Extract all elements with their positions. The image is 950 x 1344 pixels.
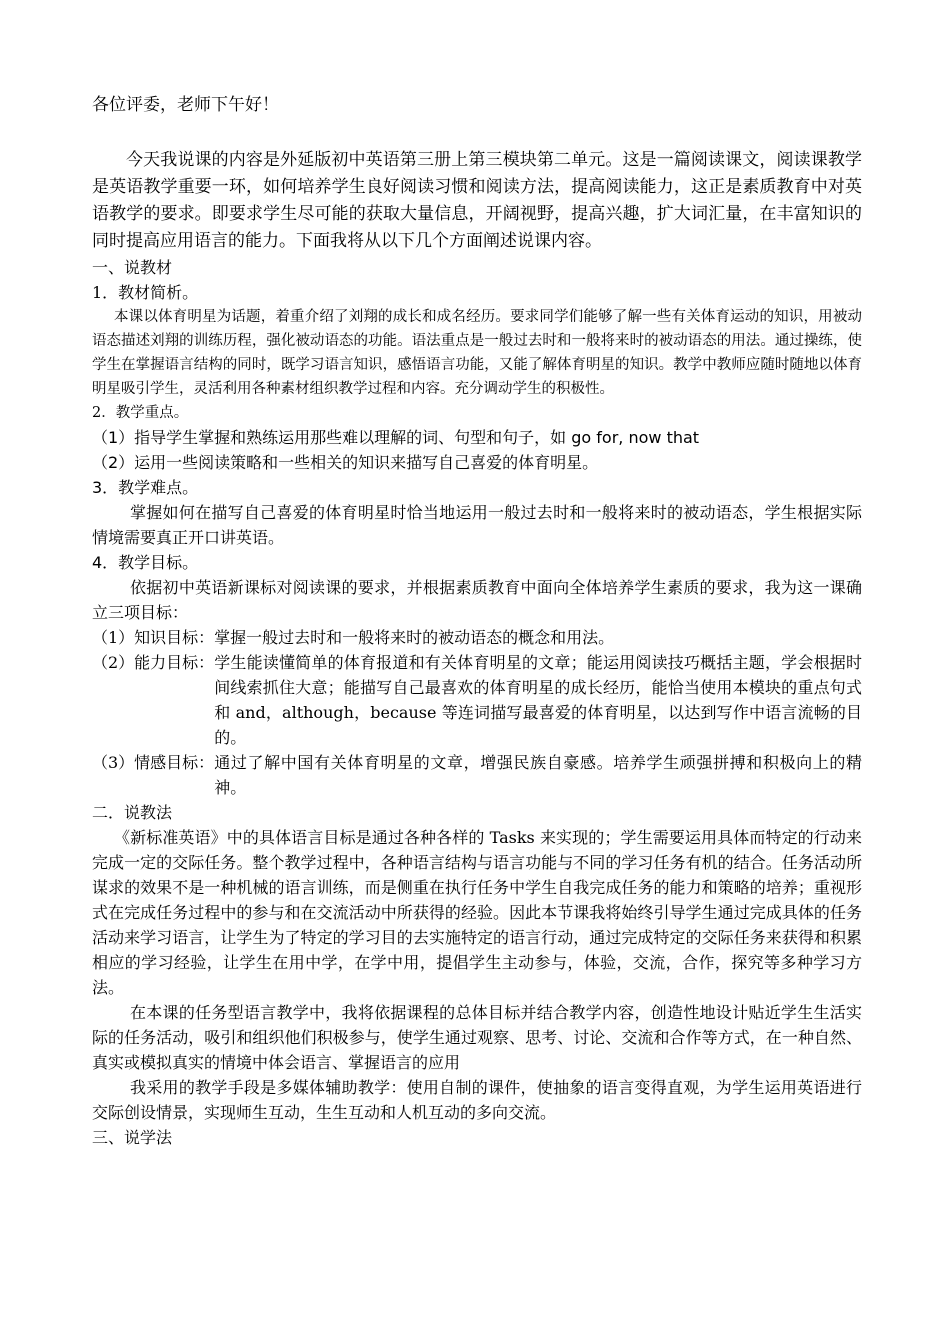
goal-emotion — [92, 750, 862, 800]
document-page — [92, 92, 862, 1150]
sub1-heading: 1．教材简析。 — [92, 283, 199, 302]
sub1-body: 本课以体育明星为话题，着重介绍了刘翔的成长和成名经历。要求同学们能够了解一些有关体育运动的知识，用被动语态描述刘翔的训练历程，强化被动语态的功能。语法重点是一般过去时和一般将来时的被动语态的用法。通过操练，使学生在掌握语言结构的同时，既学习语言知识，感悟语言功能，又能了解体育明星的知识。教学中教师应随时随地以体育明星吸引学生，灵活利用各种素材组织教学过程和内容。充分调动学生的积极性。 — [92, 309, 862, 397]
key-point-1: （1）指导学生掌握和熟练运用那些难以理解的词、句型和句子，如 go for, now that — [92, 428, 700, 447]
goal-ability-label: （2）能力目标： — [92, 653, 215, 672]
sub2-heading: 2．教学重点。 — [92, 405, 189, 421]
sub4-heading: 4．教学目标。 — [92, 553, 199, 572]
goal-emotion-text: 通过了解中国有关体育明星的文章，增强民族自豪感。培养学生顽强拼搏和积极向上的精神。 — [214, 753, 862, 797]
section2-para3: 我采用的教学手段是多媒体辅助教学：使用自制的课件，使抽象的语言变得直观，为学生运用英语进行交际创设情景，实现师生互动，生生互动和人机互动的多向交流。 — [92, 1078, 862, 1122]
goal-emotion-label: （3）情感目标： — [92, 753, 215, 772]
section2-para2: 在本课的任务型语言教学中，我将依据课程的总体目标并结合教学内容，创造性地设计贴近学生生活实际的任务活动，吸引和组织他们积极参与，使学生通过观察、思考、讨论、交流和合作等方式，在一种自然、真实或模拟真实的情境中体会语言、掌握语言的应用 — [92, 1003, 862, 1072]
goal-knowledge: （1）知识目标：掌握一般过去时和一般将来时的被动语态的概念和用法。 — [92, 628, 615, 647]
section1-heading: 一、说教材 — [92, 258, 173, 277]
goal-ability — [92, 650, 862, 750]
blank-line — [92, 119, 862, 147]
sub4-body: 依据初中英语新课标对阅读课的要求，并根据素质教育中面向全体培养学生素质的要求，我为这一课确立三项目标： — [92, 578, 862, 622]
greeting: 各位评委，老师下午好！ — [92, 95, 279, 115]
key-point-2: （2）运用一些阅读策略和一些相关的知识来描写自己喜爱的体育明星。 — [92, 453, 599, 472]
section3-heading: 三、说学法 — [92, 1128, 173, 1147]
goal-ability-text: 学生能读懂简单的体育报道和有关体育明星的文章；能运用阅读技巧概括主题，学会根据时间线索抓住大意；能描写自己最喜欢的体育明星的成长经历，能恰当使用本模块的重点句式和 and，although，because 等连词描写最喜爱的体育明星，以达到写作中语言流畅的目的。 — [214, 653, 862, 747]
sub3-heading: 3．教学难点。 — [92, 478, 199, 497]
sub3-body: 掌握如何在描写自己喜爱的体育明星时恰当地运用一般过去时和一般将来时的被动语态，学生根据实际情境需要真正开口讲英语。 — [92, 503, 862, 547]
section2-para1: 《新标准英语》中的具体语言目标是通过各种各样的 Tasks 来实现的；学生需要运用具体而特定的行动来完成一定的交际任务。整个教学过程中，各种语言结构与语言功能与不同的学习任务有机的结合。任务活动所谋求的效果不是一种机械的语言训练，而是侧重在执行任务中学生自我完成任务的能力和策略的培养；重视形式在完成任务过程中的参与和在交流活动中所获得的经验。因此本节课我将始终引导学生通过完成具体的任务活动来学习语言，让学生为了特定的学习目的去实施特定的语言行动，通过完成特定的交际任务来获得和积累相应的学习经验，让学生在用中学，在学中用，提倡学生主动参与，体验，交流，合作，探究等多种学习方法。 — [92, 828, 862, 997]
section2-heading: 二．说教法 — [92, 803, 173, 822]
intro-paragraph: 今天我说课的内容是外延版初中英语第三册上第三模块第二单元。这是一篇阅读课文，阅读课教学是英语教学重要一环，如何培养学生良好阅读习惯和阅读方法，提高阅读能力，这正是素质教育中对英语教学的要求。即要求学生尽可能的获取大量信息，开阔视野，提高兴趣，扩大词汇量，在丰富知识的同时提高应用语言的能力。下面我将从以下几个方面阐述说课内容。 — [92, 150, 862, 251]
